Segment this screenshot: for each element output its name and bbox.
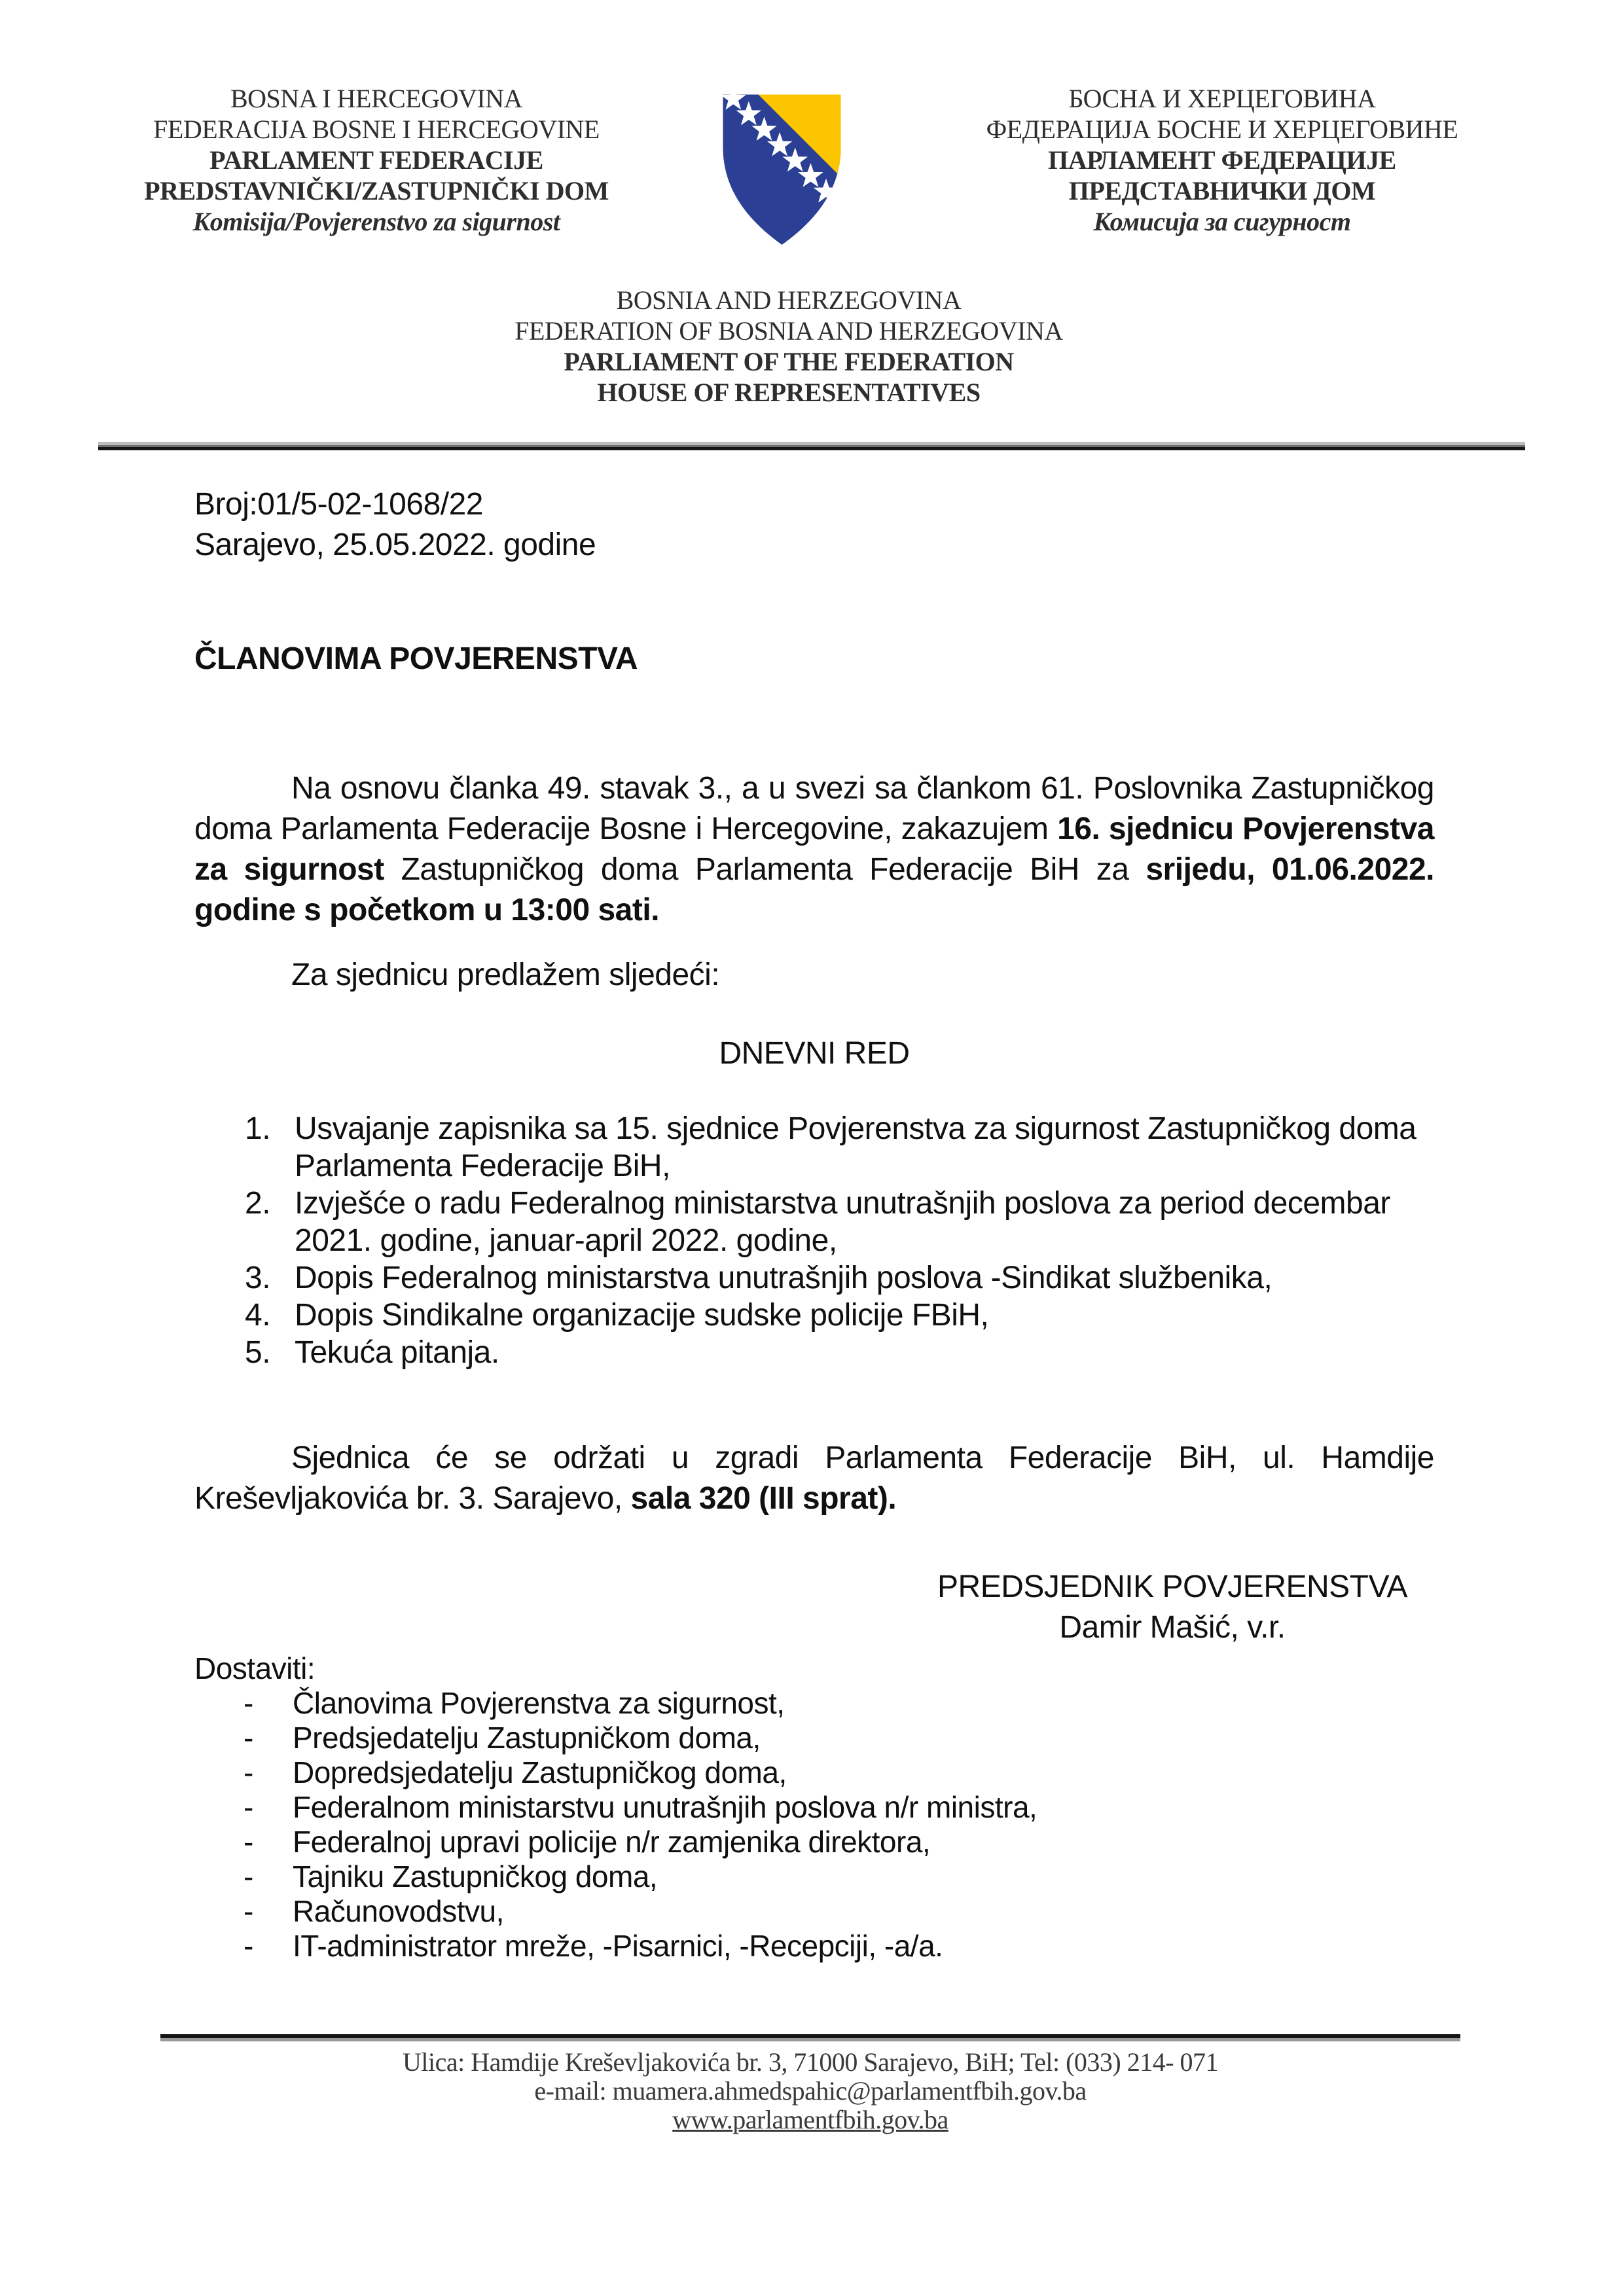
signature-title: PREDSJEDNIK POVJERENSTVA	[937, 1570, 1407, 1604]
letterhead-line: ФЕДЕРАЦИЈА БОСНЕ И ХЕРЦЕГОВИНЕ	[986, 115, 1458, 144]
reference-block	[194, 484, 1434, 565]
bosnia-herzegovina-coat-of-arms-icon	[708, 86, 856, 251]
letterhead-cyrillic-block	[941, 83, 1504, 237]
letterhead-line: BOSNIA AND HERZEGOVINA	[616, 285, 962, 315]
intro-text: Zastupničkog doma Parlamenta Federacije BiH za	[384, 852, 1146, 887]
letterhead-line: ПРЕДСТАВНИЧКИ ДОМ	[1068, 176, 1376, 206]
signature-name: Damir Mašić, v.r.	[1059, 1610, 1286, 1645]
place-date-line: Sarajevo, 25.05.2022. godine	[194, 528, 596, 562]
agenda-title: DNEVNI RED	[719, 1036, 910, 1071]
letterhead-committee-line: Komisija/Povjerenstvo za sigurnost	[192, 207, 560, 236]
letterhead-line: PARLAMENT FEDERACIJE	[209, 145, 543, 175]
distribution-item: - Federalnoj upravi policije n/r zamjenika direktora,	[194, 1825, 1434, 1859]
venue-room-bold: sala 320 (III sprat).	[630, 1481, 897, 1516]
signature-block	[911, 1567, 1434, 1648]
convocation-paragraph	[194, 768, 1434, 931]
distribution-item: - IT-administrator mreže, -Pisarnici, -Recepciji, -a/a.	[194, 1929, 1434, 1964]
letterhead-bosnian-block	[95, 83, 658, 237]
footer-website	[160, 2106, 1460, 2134]
letterhead-committee-line: Комисија за сигурност	[1093, 207, 1351, 236]
distribution-item: - Federalnom ministarstvu unutrašnjih poslova n/r ministra,	[194, 1790, 1434, 1825]
reference-number: Broj:01/5-02-1068/22	[194, 487, 483, 522]
agenda-lead-in: Za sjednicu predlažem sljedeći:	[291, 958, 720, 992]
footer-address: Ulica: Hamdije Kreševljakovića br. 3, 71000 Sarajevo, BiH; Tel: (033) 214- 071	[402, 2047, 1219, 2077]
letterhead	[0, 0, 1624, 442]
letterhead-line: ПАРЛАМЕНТ ФЕДЕРАЦИЈЕ	[1048, 145, 1396, 175]
distribution-list	[194, 1686, 1434, 1964]
letterhead-line: БОСНА И ХЕРЦЕГОВИНА	[1068, 84, 1376, 113]
distribution-label: Dostaviti:	[194, 1651, 316, 1685]
agenda-item: Dopis Sindikalne organizacije sudske policije FBiH,	[295, 1298, 989, 1333]
letter-body	[0, 450, 1624, 1964]
venue-paragraph	[194, 1438, 1434, 1519]
footer-email: e-mail: muamera.ahmedspahic@parlamentfbih.gov.ba	[534, 2076, 1087, 2106]
agenda-item: Izvješće o radu Federalnog ministarstva unutrašnjih poslova za period decembar 2021. godine, januar-april 2022. godine,	[295, 1186, 1390, 1258]
letterhead-line: PARLIAMENT OF THE FEDERATION	[564, 347, 1014, 376]
agenda-item: Usvajanje zapisnika sa 15. sjednice Povjerenstva za sigurnost Zastupničkog doma Parlamenta Federacije BiH,	[295, 1111, 1416, 1183]
agenda-list	[194, 1110, 1434, 1371]
letterhead-english-block	[0, 285, 1578, 408]
intro-text: Na osnovu članka 49. stavak 3., a u svezi sa člankom 61. Poslovnika Zastupničkog doma Parlamenta Federacije Bosne i Hercegovine, zakazujem	[194, 771, 1434, 846]
agenda-item: Tekuća pitanja.	[295, 1335, 499, 1370]
distribution-item: - Dopredsjedatelju Zastupničkog doma,	[194, 1755, 1434, 1790]
session-number-bold: 16. sjednicu Povjerenstva za sigurnost	[194, 812, 1434, 887]
letterhead-line: BOSNA I HERCEGOVINA	[230, 84, 523, 113]
venue-text: Sjednica će se održati u zgradi Parlamenta Federacije BiH, ul. Hamdije Kreševljakovića br. 3. Sarajevo,	[194, 1441, 1434, 1516]
session-datetime-bold: srijedu, 01.06.2022. godine s početkom u 13:00 sati.	[194, 852, 1434, 927]
distribution-item: - Predsjedatelju Zastupničkom doma,	[194, 1721, 1434, 1755]
page-footer	[160, 2034, 1460, 2134]
letterhead-line: HOUSE OF REPRESENTATIVES	[597, 378, 981, 407]
distribution-item: - Članovima Povjerenstva za sigurnost,	[194, 1686, 1434, 1721]
distribution-item: - Tajniku Zastupničkog doma,	[194, 1859, 1434, 1894]
website-link[interactable]: www.parlamentfbih.gov.ba	[672, 2105, 948, 2134]
letterhead-line: PREDSTAVNIČKI/ZASTUPNIČKI DOM	[144, 176, 609, 206]
letterhead-line: FEDERACIJA BOSNE I HERCEGOVINE	[153, 115, 600, 144]
letterhead-line: FEDERATION OF BOSNIA AND HERZEGOVINA	[514, 316, 1063, 346]
addressee-heading: ČLANOVIMA POVJERENSTVA	[194, 641, 638, 676]
agenda-item: Dopis Federalnog ministarstva unutrašnjih poslova -Sindikat službenika,	[295, 1261, 1272, 1295]
header-divider-rule	[98, 442, 1525, 450]
footer-divider-rule	[160, 2034, 1460, 2041]
distribution-item: - Računovodstvu,	[194, 1894, 1434, 1929]
